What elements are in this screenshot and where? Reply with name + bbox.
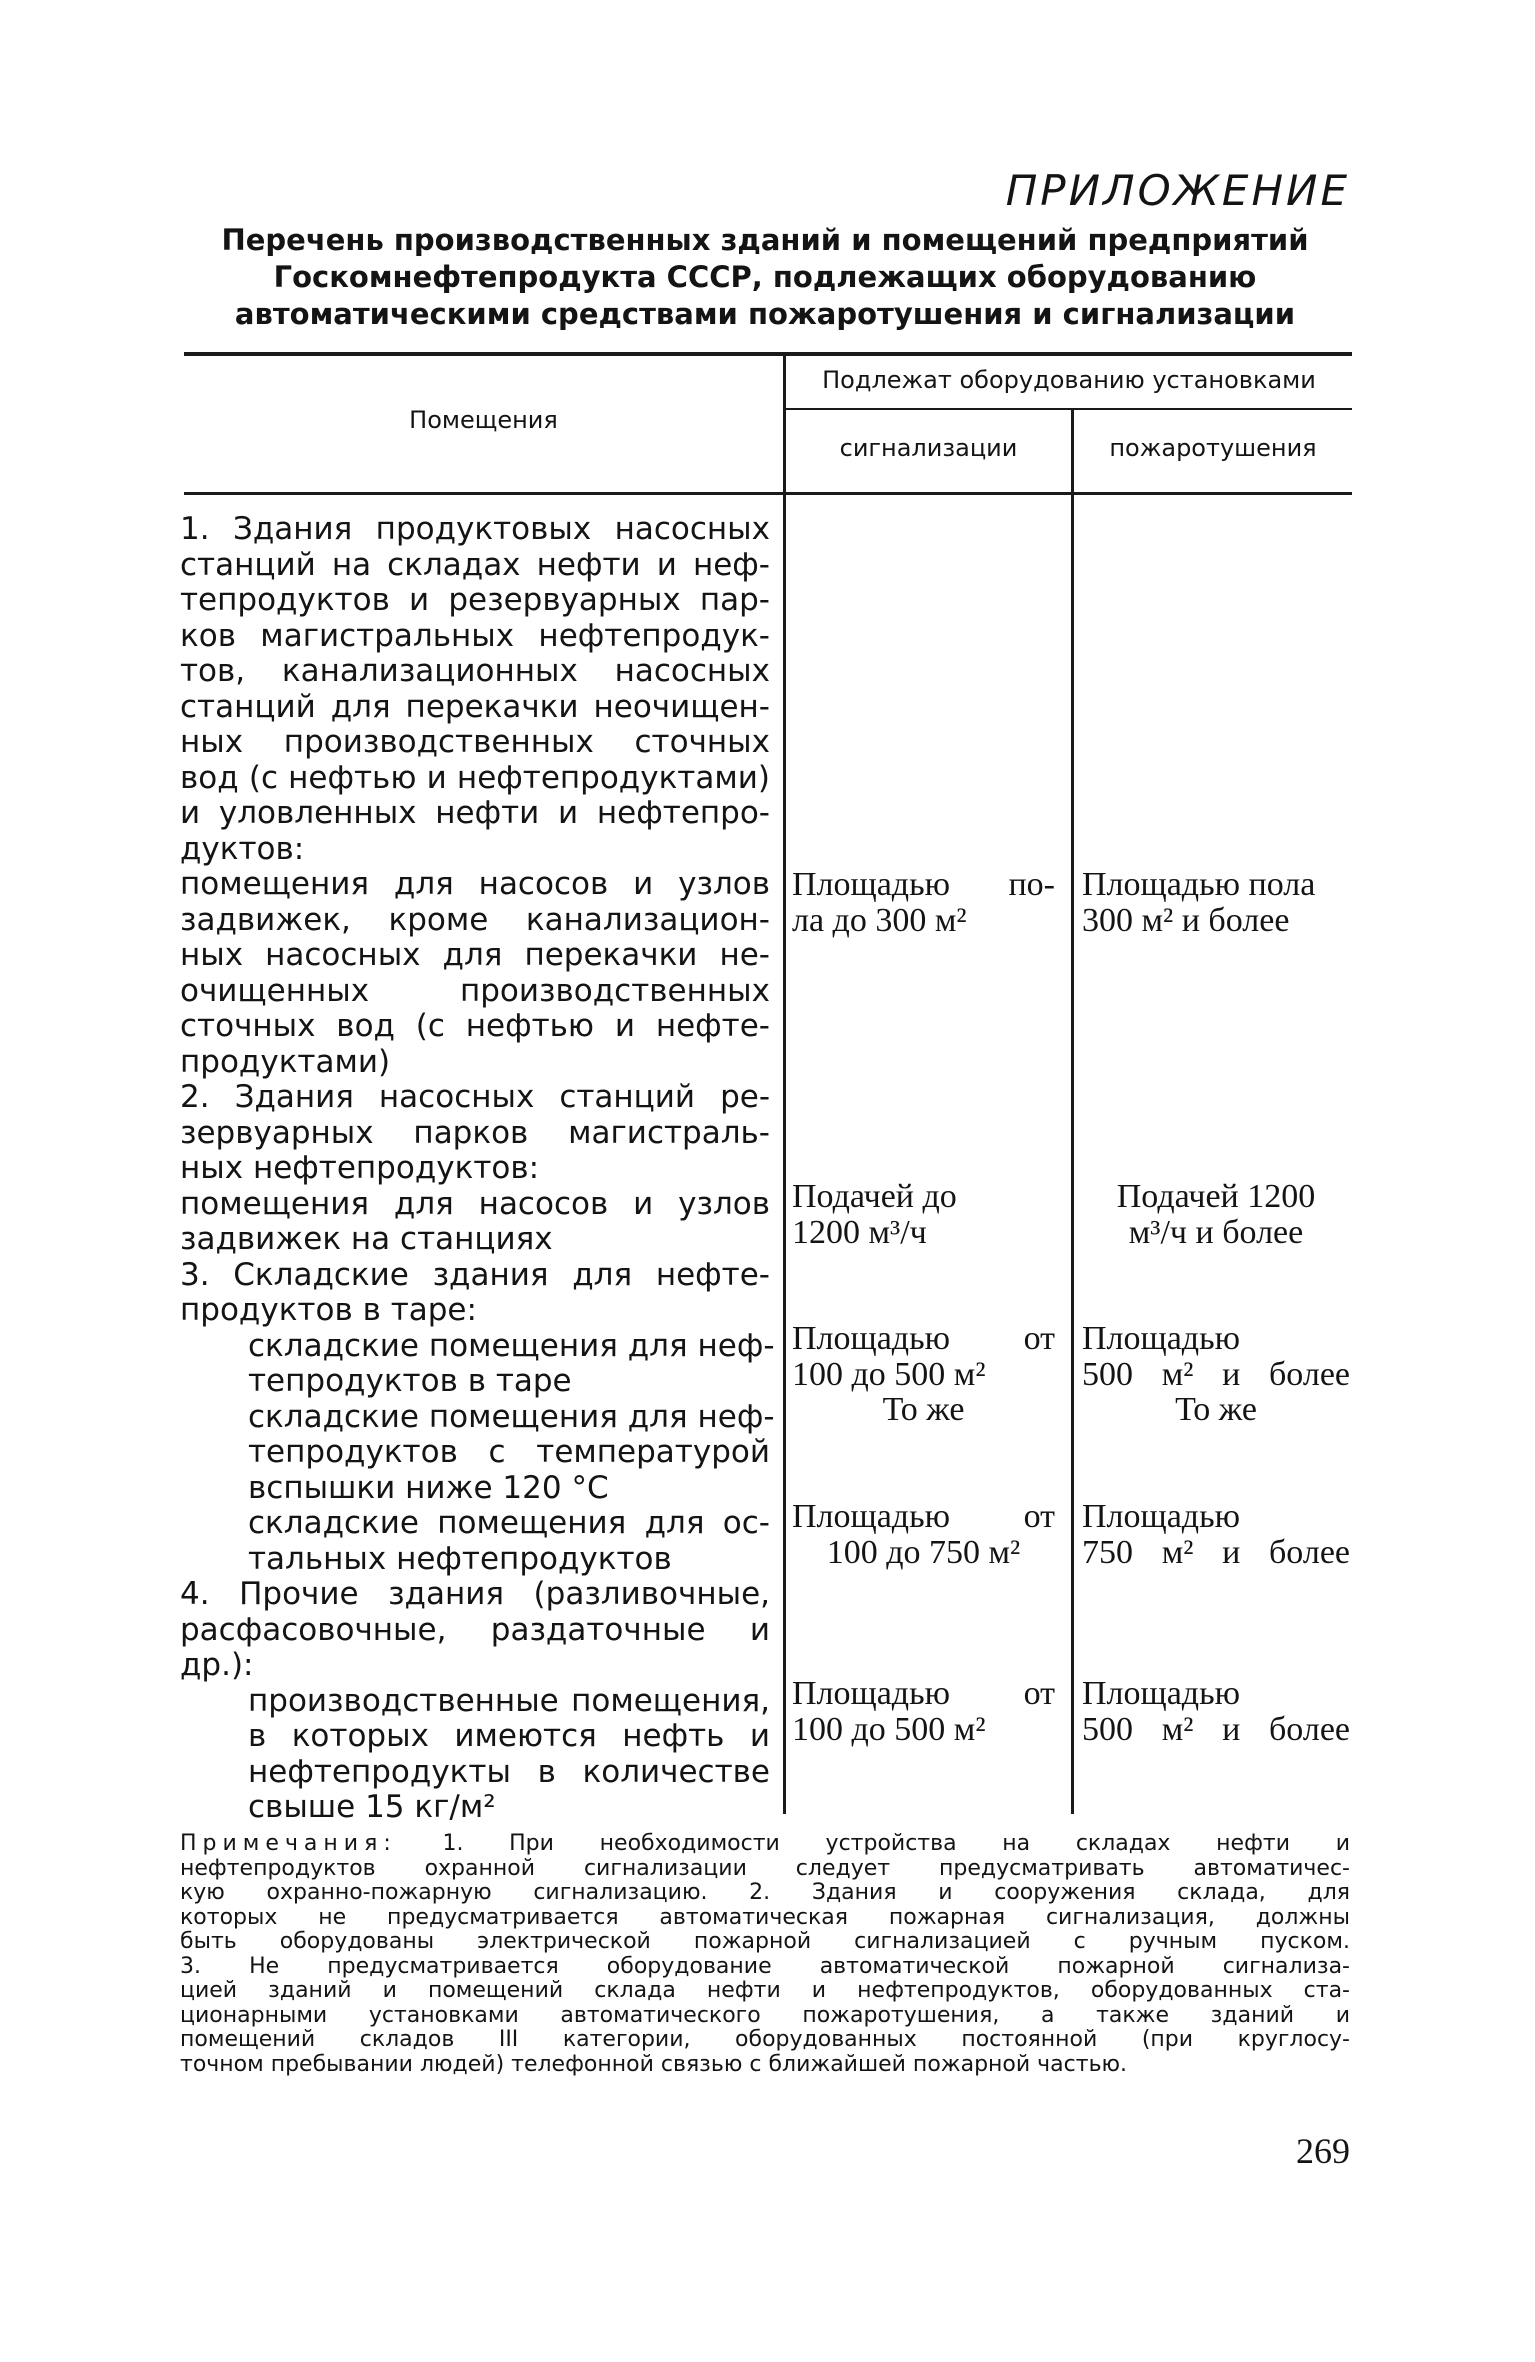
premises-line: задвижек, кроме канализацион- [180, 901, 770, 938]
premises-line: др.): [180, 1647, 254, 1683]
premises-line: задвижек на станциях [180, 1221, 553, 1257]
header-premises: Помещения [409, 406, 558, 434]
cell-line: 300 м² и более [1082, 901, 1290, 939]
premises-line: расфасовочные, раздаточные и [180, 1611, 770, 1648]
notes-line: помещений складов III категории, оборудованных постоянной (при круглосу- [180, 2027, 1350, 2052]
header-equipment-group: Подлежат оборудованию установками [822, 366, 1316, 394]
premises-line: сточных вод (с нефтью и нефте- [180, 1008, 770, 1044]
header-extinguishing: пожаротушения [1109, 434, 1317, 462]
premises-line: складские помещения для неф- [248, 1327, 775, 1364]
column-divider-2 [1071, 410, 1074, 1814]
cell-line: Подачей до [792, 1178, 957, 1215]
extinguishing-cell-5 [1082, 1676, 1350, 1747]
premises-line: станций для перекачки неочищен- [180, 688, 770, 725]
premises-line: производственные помещения, [248, 1682, 770, 1719]
cell-line: То же [882, 1391, 965, 1428]
cell-line: 100 до 500 м² [792, 1710, 986, 1748]
premises-line: 2. Здания насосных станций ре- [180, 1079, 770, 1115]
cell-line: Площадью [1082, 1320, 1240, 1357]
notes-line: нефтепродуктов охранной сигнализации следует предусматривать автоматичес- [180, 1855, 1350, 1881]
extinguishing-cell-3 [1082, 1321, 1350, 1428]
appendix-label: ПРИЛОЖЕНИЕ [1005, 166, 1350, 215]
premises-line: вспышки ниже 120 °С [248, 1469, 609, 1506]
cell-line: Площадью [1082, 1498, 1240, 1535]
page-number: 269 [1296, 2131, 1350, 2171]
notes-label: Примечания: [180, 1831, 397, 1856]
premises-line: очищенных производственных [180, 972, 770, 1009]
header-bottom-rule [184, 492, 1352, 495]
extinguishing-cell-1 [1082, 867, 1350, 938]
cell-line: 100 до 750 м² [826, 1533, 1021, 1571]
premises-line: вод (с нефтью и нефтепродуктами) [180, 759, 770, 796]
alarm-cell-2 [792, 1179, 1055, 1250]
premises-line: складские помещения для неф- [248, 1398, 775, 1435]
cell-line: 750 м² и более [1082, 1533, 1350, 1571]
premises-line: ных производственных сточных [180, 724, 770, 760]
notes-line: точном пребывании людей) телефонной связью с ближайшей пожарной частью. [180, 2051, 1128, 2077]
notes-line [180, 1832, 1350, 1857]
premises-line: и уловленных нефти и нефтепро- [180, 795, 770, 831]
premises-column [180, 511, 775, 1826]
premises-line: свыше 15 кг/м² [248, 1789, 496, 1825]
table-top-rule [184, 352, 1352, 356]
header-subdivision-rule [786, 408, 1352, 410]
premises-line: тальных нефтепродуктов [248, 1540, 672, 1577]
cell-line: Площадью пола [1082, 866, 1316, 903]
notes-line: 3. Не предусматривается оборудование автоматической пожарной сигнализа- [180, 1953, 1350, 1979]
cell-line: ла до 300 м² [792, 901, 967, 939]
notes-line: которых не предусматривается автоматическая пожарная сигнализация, должны [180, 1904, 1350, 1930]
cell-line: 500 м² и более [1082, 1710, 1350, 1748]
premises-line: помещения для насосов и узлов [180, 866, 770, 902]
premises-line: складские помещения для ос- [248, 1505, 770, 1541]
premises-line: станций на складах нефти и неф- [180, 546, 770, 583]
header-alarm: сигнализации [839, 434, 1018, 462]
premises-line: в которых имеются нефть и [248, 1718, 770, 1754]
premises-line: тов, канализационных насосных [180, 653, 770, 689]
alarm-cell-3 [792, 1321, 1055, 1428]
premises-line: 1. Здания продуктовых насосных [180, 511, 770, 547]
premises-line: тепродуктов и резервуарных пар- [180, 582, 770, 618]
premises-line: тепродуктов в таре [248, 1363, 572, 1399]
notes-line: ционарными установками автоматического пожаротушения, а также зданий и [180, 2002, 1350, 2028]
notes-line: цией зданий и помещений склада нефти и нефтепродуктов, оборудованных ста- [180, 1978, 1350, 2003]
premises-line: тепродуктов с температурой [248, 1434, 770, 1470]
alarm-cell-1 [792, 867, 1055, 938]
cell-line: Площадью от [792, 1675, 1055, 1712]
alarm-cell-5 [792, 1676, 1055, 1747]
premises-line: продуктами) [180, 1043, 391, 1080]
extinguishing-cell-2 [1082, 1179, 1350, 1250]
cell-line: 100 до 500 м² [792, 1355, 986, 1393]
premises-line: ков магистральных нефтепродук- [180, 617, 770, 654]
alarm-cell-4 [792, 1499, 1055, 1570]
extinguishing-cell-4 [1082, 1499, 1350, 1570]
title-line: Перечень производственных зданий и помещений предприятий [221, 223, 1309, 257]
cell-line: Площадью от [792, 1498, 1055, 1535]
premises-line: ных насосных для перекачки не- [180, 937, 770, 973]
cell-line: Подачей 1200 [1116, 1178, 1316, 1215]
title-line: Госкомнефтепродукта СССР, подлежащих оборудованию [273, 260, 1257, 294]
document-title [180, 222, 1350, 333]
premises-line: 4. Прочие здания (разливочные, [180, 1576, 770, 1612]
notes-text: 1. При необходимости устройства на складах нефти и [442, 1831, 1350, 1856]
column-divider-1 [783, 356, 786, 1814]
notes-block [180, 1832, 1350, 2077]
premises-line: 3. Складские здания для нефте- [180, 1256, 770, 1293]
notes-line: кую охранно-пожарную сигнализацию. 2. Здания и сооружения склада, для [180, 1880, 1350, 1905]
premises-line: ных нефтепродуктов: [180, 1150, 540, 1186]
cell-line: То же [1175, 1391, 1257, 1428]
premises-line: зервуарных парков магистраль- [180, 1114, 770, 1151]
notes-line: быть оборудованы электрической пожарной сигнализацией с ручным пуском. [180, 1929, 1350, 1954]
cell-line: 500 м² и более [1082, 1355, 1350, 1393]
cell-line: Площадью [1082, 1675, 1240, 1712]
cell-line: Площадью по- [792, 866, 1055, 903]
premises-line: нефтепродукты в количестве [248, 1753, 770, 1790]
premises-line: помещения для насосов и узлов [180, 1185, 770, 1222]
cell-line: м³/ч и более [1128, 1213, 1304, 1251]
premises-line: продуктов в таре: [180, 1292, 477, 1328]
cell-line: Площадью от [792, 1320, 1055, 1357]
premises-line: дуктов: [180, 830, 305, 867]
cell-line: 1200 м³/ч [792, 1213, 927, 1251]
title-line: автоматическими средствами пожаротушения и сигнализации [234, 297, 1296, 331]
